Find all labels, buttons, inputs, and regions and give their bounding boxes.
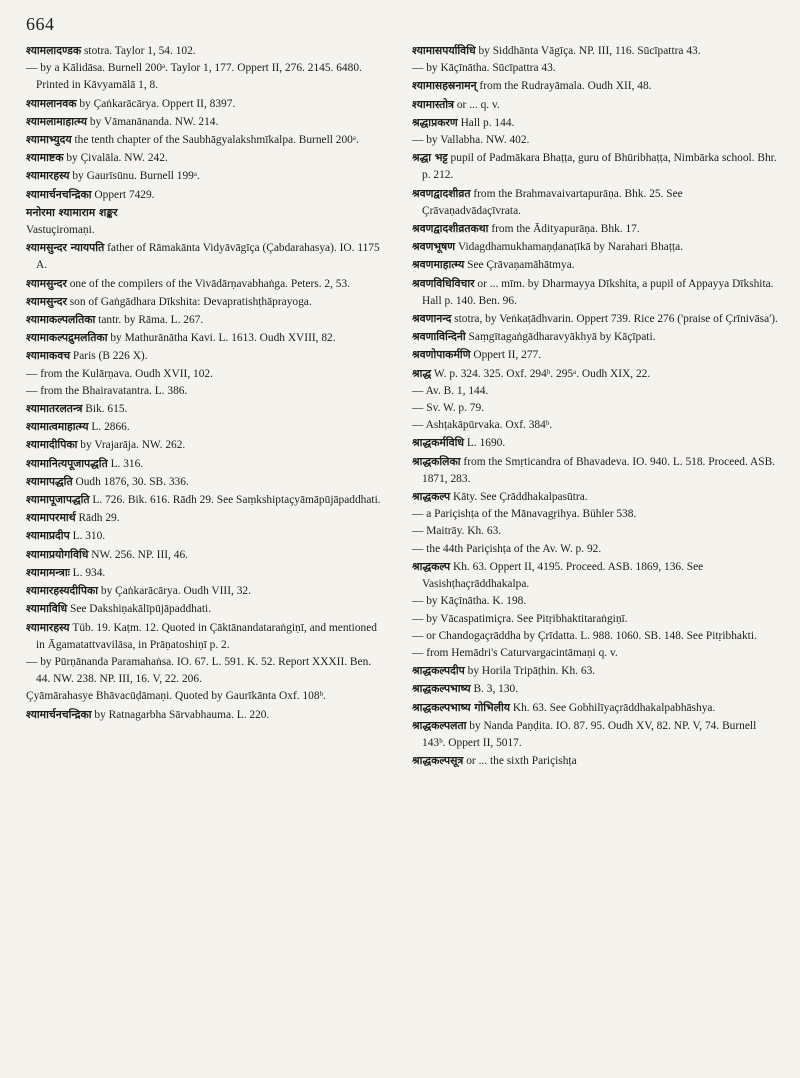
entry-headword: श्यामापद्धति [26,474,73,488]
entry-headword: श्यामापरमार्थ [26,511,76,525]
entry-text: Tüb. 19. Kaṭm. 12. Quoted in Çāktānandataraṅgiṇī, and mentioned in Āgamatattvavilāsa, in Prāṇatoshiṇī p. 2. [36,621,377,651]
entry-text: stotra, by Veṅkaṭādhvarin. Oppert 739. Rice 276 ('praise of Çrīnivāsa'). [451,313,778,326]
entry-text: one of the compilers of the Vivādārṇavabhaṅga. Peters. 2, 53. [66,277,351,290]
entry-text: — from the Kulārṇava. Oudh XVII, 102. [26,367,213,380]
entry-headword: श्यामास्तोत्र [412,97,455,111]
entry-text: by Siddhānta Vāgīça. NP. III, 116. Sūcīpattra 43. [475,45,701,57]
entry-headword: श्यामाभ्युदय [26,133,72,147]
entry-text: father of Rāmakānta Vidyāvāgīça (Çabdarahasya). IO. 1175 A. [36,242,380,272]
catalog-entry [412,541,782,558]
entry-text: W. p. 324. 325. Oxf. 294ᵇ. 295ᵃ. Oudh XIX, 22. [431,367,651,380]
entry-text: Rādh 29. [75,512,120,525]
entry-headword: श्यामार्चनचन्द्रिका [26,187,92,201]
entry-text: B. 3, 130. [470,683,519,696]
catalog-entry [412,558,782,593]
entry-text: from the Smṛticandra of Bhavadeva. IO. 940. L. 518. Proceed. ASB. 1871, 283. [422,455,776,485]
entry-text: — Av. B. 1, 144. [412,384,489,397]
entry-headword: श्यामसुन्दर [26,294,67,308]
catalog-entry [26,366,388,383]
entry-text: by Horila Tripāṭhin. Kh. 63. [464,665,596,678]
entry-headword: श्यामाकवच [26,349,71,363]
catalog-entry [412,256,782,274]
entry-headword: श्यामसुन्दर [26,276,67,290]
entry-text: L. 726. Bik. 616. Rādh 29. See Saṃkshiptaçyāmāpūjāpaddhati. [89,494,381,507]
catalog-entry [26,436,388,454]
entry-text: Vidagdhamukhamaṇḍanaṭīkā by Narahari Bhaṭṭa. [455,241,684,254]
catalog-entry [412,488,782,506]
entry-headword: श्रवणोपाकर्मणि [412,348,471,362]
entry-text: — by Kāçīnātha. K. 198. [412,595,527,608]
entry-headword: श्रवणमाहात्म्य [412,258,465,272]
catalog-entry [412,60,782,77]
catalog-entry [412,96,782,114]
entry-text: L. 2866. [88,421,130,434]
entry-text: stotra. Taylor 1, 54. 102. [81,45,196,57]
catalog-entry [26,275,388,293]
entry-headword: श्राद्धकल्पभाष्य [412,682,471,696]
catalog-entry [26,400,388,418]
catalog-entry [412,417,782,434]
catalog-entry [412,400,782,417]
entry-headword: श्राद्धकल्प [412,490,451,504]
entry-headword: श्यामात्वमाहात्म्य [26,420,89,434]
entry-headword: श्राद्धकर्मविधि [412,436,465,450]
entry-text: by Çivalāla. NW. 242. [63,152,168,165]
entry-text: from the Rudrayāmala. Oudh XII, 48. [476,80,652,93]
catalog-entry [26,293,388,311]
entry-text: Çyāmārahasye Bhāvacūḍāmaṇi. Quoted by Gaurīkānta Oxf. 108ᵇ. [26,690,326,703]
entry-text: Bik. 615. [82,403,128,416]
entry-text: by Ratnagarbha Sārvabhauma. L. 220. [91,708,270,721]
catalog-entry [412,346,782,364]
catalog-entry [412,365,782,383]
entry-headword: श्राद्धकलिका [412,454,461,468]
catalog-entry [26,582,388,600]
entry-text: tantr. by Rāma. L. 267. [95,314,204,327]
catalog-entry [26,113,388,131]
catalog-entry [26,564,388,582]
catalog-entry [26,167,388,185]
entry-headword: श्यामाष्टक [26,151,64,165]
catalog-entry [26,60,388,94]
catalog-entry [412,132,782,149]
catalog-entry [26,329,388,347]
entry-headword: श्राद्धकल्प [412,559,451,573]
entry-headword: श्यामाविधि [26,602,68,616]
catalog-entry [412,238,782,256]
catalog-entry [412,628,782,645]
entry-text: by Vāmanānanda. NW. 214. [87,115,219,128]
catalog-entry [412,699,782,717]
catalog-entry [412,434,782,452]
catalog-entry [412,275,782,310]
catalog-entry [26,239,388,274]
catalog-entry [412,645,782,662]
entry-text: by Vrajarāja. NW. 262. [77,439,186,452]
catalog-entry [26,491,388,509]
catalog-entry [26,455,388,473]
catalog-entry [26,688,388,705]
entry-text: L. 934. [69,566,106,579]
entry-text: L. 1690. [464,437,506,450]
entry-headword: श्रवणाविन्दिनी [412,330,466,344]
catalog-entry [412,114,782,132]
entry-headword: श्यामाकल्पलतिका [26,313,96,327]
catalog-entry [412,523,782,540]
catalog-entry [26,347,388,365]
entry-text: — by Vallabha. NW. 402. [412,134,530,147]
catalog-entry [26,418,388,436]
entry-text: by Nanda Paṇḍita. IO. 87. 95. Oudh XV, 82. NP. V, 74. Burnell 143ᵇ. Oppert II, 5017. [422,719,757,749]
catalog-entry [26,95,388,113]
entry-text: by Mathurānātha Kavi. L. 1613. Oudh XVIII, 82. [107,332,336,345]
entry-headword: श्यामलानवक [26,96,77,110]
entry-headword: श्राद्धकल्पभाष्य गोभिलीय [412,700,511,714]
entry-headword: मनोरमा श्यामाराम शङ्कर [26,205,118,219]
right-column [412,42,782,770]
entry-text: Saṃgītagaṅgādharavyākhyā by Kāçīpati. [465,331,656,344]
catalog-entry [412,680,782,698]
catalog-entry [26,706,388,724]
entry-headword: श्यामापूजापद्धति [26,493,90,507]
catalog-entry [26,546,388,564]
entry-headword: श्यामाकल्पद्रुमलतिका [26,331,108,345]
catalog-entry [26,527,388,545]
catalog-entry [412,185,782,220]
catalog-entry [412,453,782,488]
entry-headword: श्यामसुन्दर न्यायपति [26,241,105,255]
entry-headword: श्यामाप्रदीप [26,529,70,543]
entry-text: Oppert II, 277. [470,349,542,362]
entry-text: Kāty. See Çrāddhakalpasūtra. [450,491,588,504]
entry-headword: श्रद्धा भट्ट [412,151,448,165]
entry-text: Oudh 1876, 30. SB. 336. [72,475,189,488]
catalog-entry [412,383,782,400]
entry-headword: श्रवणभूषण [412,240,456,254]
entry-text: Kh. 63. Oppert II, 4195. Proceed. ASB. 1869, 136. See Vasishṭhaçrāddhakalpa. [422,560,704,591]
entry-text: Hall p. 144. [457,116,515,129]
entry-text: Kh. 63. See Gobhilīyaçrāddhakalpabhāshya. [510,701,716,714]
entry-text: by Çaṅkarācārya. Oppert II, 8397. [76,97,236,110]
entry-text: Paris (B 226 X). [70,350,148,363]
catalog-entry [412,662,782,680]
entry-text: the tenth chapter of the Saubhāgyalakshmīkalpa. Burnell 200ᵃ. [71,134,359,147]
entry-text: Vastuçiromaṇi. [26,224,95,237]
entry-text: Oppert 7429. [91,188,155,201]
catalog-entry [26,42,388,60]
entry-text: — a Pariçishṭa of the Mānavagṛihya. Bühler 538. [412,508,637,521]
entry-headword: श्यामासपर्याविधि [412,44,476,57]
entry-text: by Çaṅkarācārya. Oudh VIII, 32. [98,585,251,598]
entry-text: or ... the sixth Pariçishṭa [463,755,577,768]
catalog-entry [26,383,388,400]
entry-text: — by Pūrṇānanda Paramahaṅsa. IO. 67. L. 591. K. 52. Report XXXII. Ben. 44. NW. 238. NP. III, 16. V, 22. 206. [26,655,372,686]
entry-headword: श्रवणद्वादशीव्रत [412,186,471,200]
entry-headword: श्यामारहस्यदीपिका [26,584,99,598]
entry-headword: श्यामानित्यपूजापद्धति [26,456,108,470]
catalog-entry [412,752,782,770]
catalog-entry [26,509,388,527]
catalog-entry [412,149,782,184]
entry-headword: श्राद्ध [412,366,432,380]
entry-headword: श्रवणानन्द [412,312,452,326]
left-column [26,42,388,724]
catalog-entry [26,131,388,149]
catalog-entry [26,311,388,329]
entry-text: — by Vācaspatimiçra. See Pitṛibhaktitaraṅgiṇī. [412,612,628,625]
entry-headword: श्यामलादण्डक [26,44,82,57]
entry-text: — Maitrāy. Kh. 63. [412,525,502,538]
entry-text: — Ashṭakāpūrvaka. Oxf. 384ᵇ. [412,419,553,432]
entry-text: — from the Bhairavatantra. L. 386. [26,384,188,397]
entry-headword: श्यामार्चनचन्द्रिका [26,707,92,721]
catalog-entry [26,149,388,167]
catalog-entry [412,310,782,328]
catalog-entry [412,593,782,610]
entry-headword: श्राद्धकल्पसूत्र [412,754,464,768]
catalog-entry [26,204,388,222]
catalog-entry [412,717,782,752]
entry-text: from the Brahmavaivartapurāṇa. Bhk. 25. See Çrāvaṇadvādaçīvrata. [422,187,683,217]
catalog-entry [26,600,388,618]
catalog-entry [26,654,388,688]
entry-headword: श्रवणद्वादशीव्रतकथा [412,222,489,236]
entry-text: L. 316. [107,457,144,470]
entry-text: — the 44th Pariçishṭa of the Av. W. p. 92. [412,542,602,555]
entry-headword: श्राद्धकल्पदीप [412,664,465,678]
entry-headword: श्रद्धाप्रकरण [412,115,458,129]
catalog-entry [26,222,388,239]
entry-text: See Dakshiṇakālīpūjāpaddhati. [67,603,212,616]
catalog-entry [412,220,782,238]
entry-headword: श्यामासहस्रनामन् [412,79,477,93]
entry-headword: श्राद्धकल्पलता [412,718,467,732]
entry-headword: श्यामलामाहात्म्य [26,114,88,128]
entry-text: See Çrāvaṇamāhātmya. [464,259,575,272]
entry-text: L. 310. [69,530,106,543]
entry-text: pupil of Padmākara Bhaṭṭa, guru of Bhūribhaṭṭa, Nimbārka school. Bhr. p. 212. [422,152,777,182]
entry-text: by Gaurīsūnu. Burnell 199ᵃ. [69,170,200,183]
catalog-entry [412,328,782,346]
entry-headword: श्यामामन्त्राः [26,565,70,579]
catalog-entry [412,42,782,60]
entry-text: — by Kāçīnātha. Sūcīpattra 43. [412,62,556,75]
entry-text: — from Hemādri's Caturvargacintāmaṇi q. v. [412,646,618,659]
entry-text: or ... mīm. by Dharmayya Dīkshita, a pupil of Appayya Dīkshita. Hall p. 140. Ben. 96. [422,277,774,307]
entry-text: — by a Kālidāsa. Burnell 200ᵃ. Taylor 1, 177. Oppert II, 276. 2145. 6480. Printed in Kāvyamālā 1, 8. [26,62,362,92]
entry-text: son of Gaṅgādhara Dīkshita: Devapratishṭhāprayoga. [66,295,312,308]
entry-text: from the Ādityapurāṇa. Bhk. 17. [488,223,640,236]
catalog-entry [26,619,388,654]
entry-headword: श्यामारहस्य [26,169,70,183]
entry-text: — or Chandogaçrāddha by Çrīdatta. L. 988. 1060. SB. 148. See Pitṛibhakti. [412,629,757,642]
entry-headword: श्रवणविधिविचार [412,276,475,290]
entry-text: or ... q. v. [454,98,500,111]
entry-headword: श्यामारहस्य [26,620,70,634]
catalog-entry [412,506,782,523]
catalog-entry [412,77,782,95]
entry-headword: श्यामातरलतन्त्र [26,402,83,416]
catalog-entry [412,611,782,628]
entry-text: — Sv. W. p. 79. [412,402,485,415]
entry-headword: श्यामाप्रयोगविधि [26,547,89,561]
catalog-entry [26,473,388,491]
page-number: 664 [26,14,55,34]
catalog-entry [26,186,388,204]
entry-headword: श्यामादीपिका [26,438,78,452]
entry-text: NW. 256. NP. III, 46. [88,548,188,561]
